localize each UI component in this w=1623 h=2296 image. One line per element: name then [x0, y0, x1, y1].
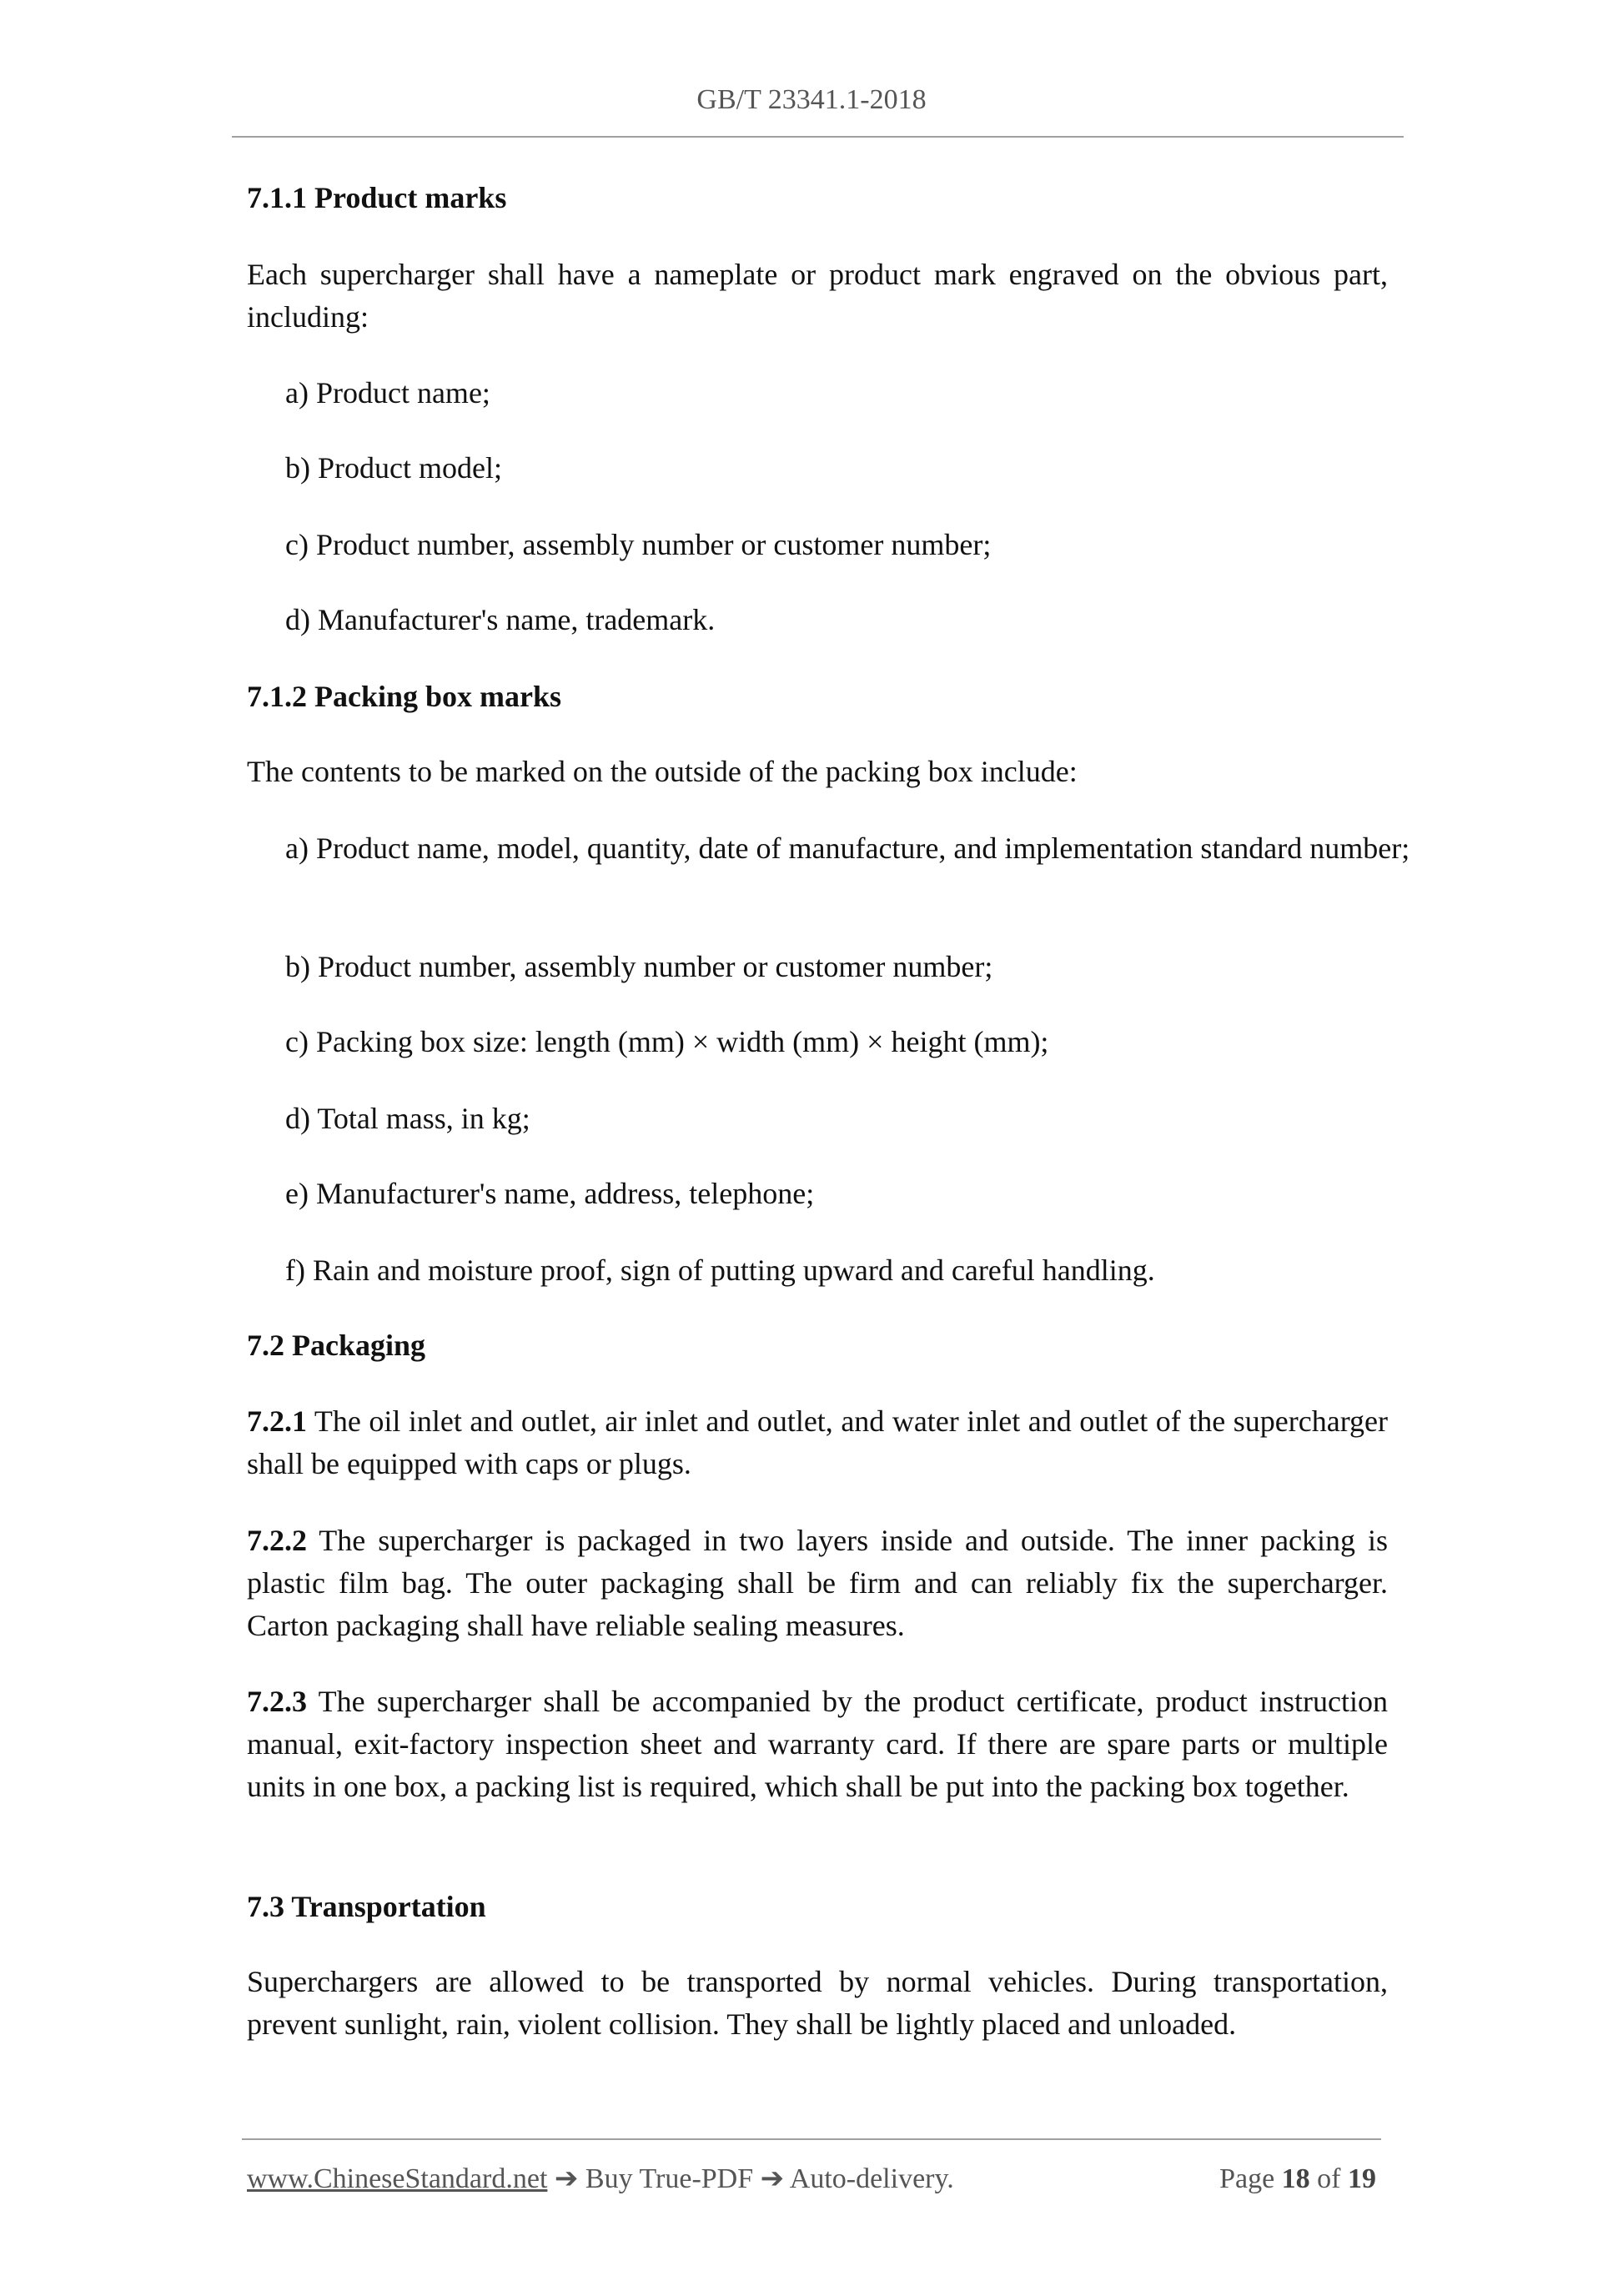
heading-7-1-2: 7.1.2 Packing box marks	[247, 680, 562, 713]
page-number	[1219, 2159, 1376, 2199]
current-page: 18	[1281, 2163, 1310, 2194]
arrow-icon: ➔	[760, 2163, 785, 2194]
list-item: e) Manufacturer's name, address, telephone;	[285, 1177, 815, 1210]
clause-number: 7.2.3	[247, 1685, 307, 1718]
header-divider	[232, 136, 1404, 138]
list-item: f) Rain and moisture proof, sign of putting upward and careful handling.	[285, 1254, 1155, 1287]
page-label: Page	[1219, 2163, 1282, 2194]
paragraph: The contents to be marked on the outside of the packing box include:	[247, 755, 1078, 788]
clause-number: 7.2.2	[247, 1524, 307, 1557]
paragraph: Each supercharger shall have a nameplate or product mark engraved on the obvious part, including:	[247, 258, 1388, 334]
list-item: c) Product number, assembly number or customer number;	[285, 528, 992, 561]
list-item: c) Packing box size: length (mm) × width (mm) × height (mm);	[285, 1025, 1049, 1058]
heading-7-3: 7.3 Transportation	[247, 1890, 486, 1923]
heading-7-2: 7.2 Packaging	[247, 1329, 426, 1362]
footer-promo	[247, 2159, 954, 2199]
list-item: b) Product number, assembly number or customer number;	[285, 950, 993, 983]
clause-text: The oil inlet and outlet, air inlet and outlet, and water inlet and outlet of the supercharger shall be equipped with caps or plugs.	[247, 1404, 1388, 1480]
list-item: d) Manufacturer's name, trademark.	[285, 603, 716, 636]
paragraph-7-2-3	[247, 1681, 1388, 1808]
list-item: a) Product name, model, quantity, date of manufacture, and implementation standard number;	[285, 831, 1410, 865]
paragraph-7-2-1	[247, 1400, 1388, 1485]
clause-text: The supercharger is packaged in two layers inside and outside. The inner packing is plastic film bag. The outer packaging shall be firm and can reliably fix the supercharger. Carton packaging shall have reliable sealing measures.	[247, 1524, 1388, 1642]
auto-delivery-text: Auto-delivery.	[784, 2163, 954, 2194]
arrow-icon: ➔	[554, 2163, 579, 2194]
website-link[interactable]: www.ChineseStandard.net	[247, 2163, 548, 2194]
list-item: d) Total mass, in kg;	[285, 1102, 530, 1135]
list-item: b) Product model;	[285, 451, 502, 485]
paragraph-7-2-2	[247, 1520, 1388, 1647]
clause-text: The supercharger shall be accompanied by the product certificate, product instruction manual, exit-factory inspection sheet and warranty card. If there are spare parts or multiple units in one box, a packing list is required, which shall be put into the packing box together.	[247, 1685, 1388, 1803]
of-label: of	[1309, 2163, 1348, 2194]
clause-number: 7.2.1	[247, 1404, 307, 1438]
paragraph: Superchargers are allowed to be transported by normal vehicles. During transportation, prevent sunlight, rain, violent collision. They shall be lightly placed and unloaded.	[247, 1965, 1388, 2041]
footer-divider	[242, 2138, 1381, 2140]
buy-text: Buy True-PDF	[578, 2163, 761, 2194]
list-item: a) Product name;	[285, 376, 490, 409]
document-id-header: GB/T 23341.1-2018	[696, 84, 927, 115]
heading-7-1-1: 7.1.1 Product marks	[247, 181, 507, 214]
total-pages: 19	[1348, 2163, 1376, 2194]
